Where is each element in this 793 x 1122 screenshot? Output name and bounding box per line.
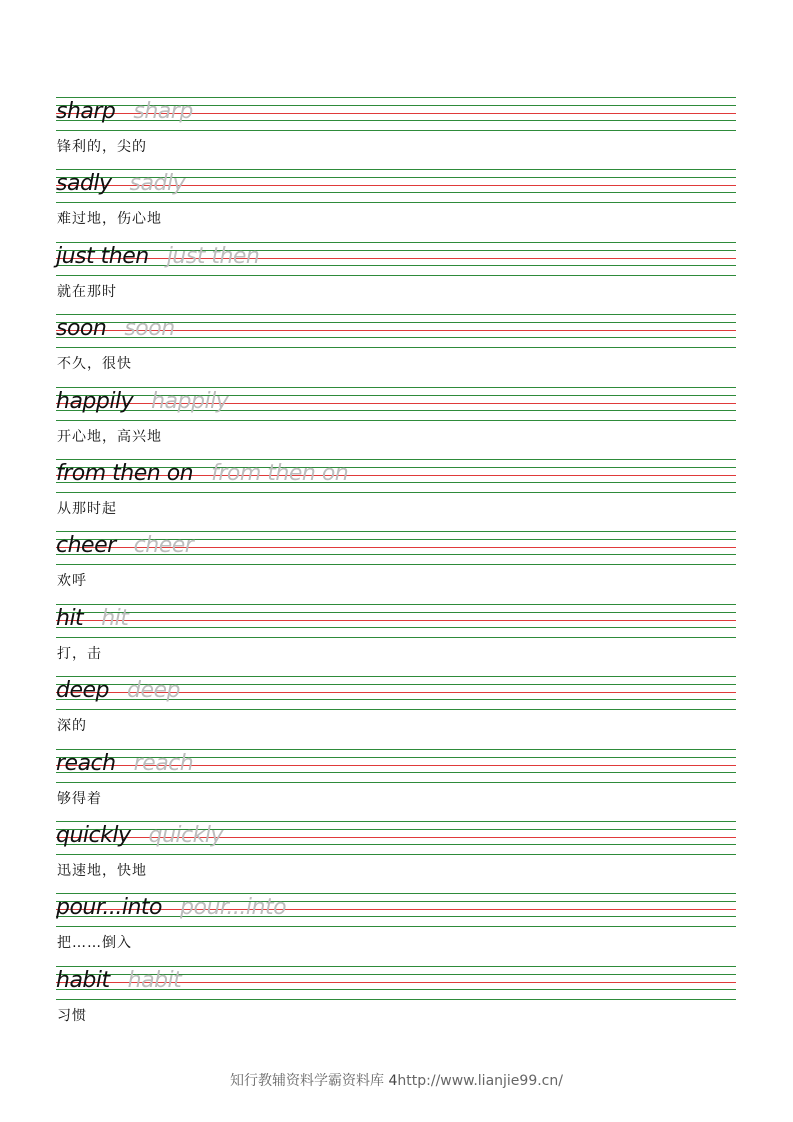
vocab-word: deep [56, 678, 109, 703]
vocab-entry [0, 242, 793, 314]
vocab-word: from then on [56, 461, 194, 486]
word-row [56, 966, 181, 996]
vocab-word: quickly [56, 823, 131, 848]
vocab-entry [0, 821, 793, 893]
vocab-meaning: 开心地，高兴地 [57, 429, 162, 445]
trace-word: reach [133, 751, 194, 776]
vocab-entry [0, 459, 793, 531]
vocab-word: soon [56, 316, 107, 341]
page-footer [0, 1070, 793, 1090]
vocab-word: reach [56, 751, 116, 776]
trace-word: hit [101, 606, 129, 631]
word-row [56, 676, 180, 706]
guide-line [56, 782, 736, 783]
page-number: 4 [388, 1073, 398, 1089]
vocab-entry [0, 387, 793, 459]
trace-word: deep [127, 678, 180, 703]
vocab-entry [0, 749, 793, 821]
vocab-meaning: 深的 [57, 718, 87, 734]
trace-word: pour...into [180, 895, 287, 920]
trace-word: quickly [148, 823, 223, 848]
trace-word: soon [124, 316, 175, 341]
word-row [56, 97, 193, 127]
vocab-entry [0, 531, 793, 603]
guide-line [56, 926, 736, 927]
vocab-meaning: 够得着 [57, 791, 102, 807]
footer-url: http://www.lianjie99.cn/ [397, 1073, 563, 1089]
vocab-word: habit [56, 968, 110, 993]
vocab-meaning: 欢呼 [57, 573, 87, 589]
word-row [56, 314, 175, 344]
guide-line [56, 492, 736, 493]
vocab-entry [0, 169, 793, 241]
word-row [56, 242, 259, 272]
trace-word: happily [151, 389, 229, 414]
guide-line [56, 347, 736, 348]
trace-word: habit [127, 968, 182, 993]
vocab-meaning: 不久，很快 [57, 356, 132, 372]
word-row [56, 604, 128, 634]
vocab-meaning: 难过地，伤心地 [57, 211, 162, 227]
guide-line [56, 637, 736, 638]
guide-line [56, 709, 736, 710]
word-row [56, 749, 193, 779]
vocab-meaning: 从那时起 [57, 501, 117, 517]
vocab-meaning: 就在那时 [57, 284, 117, 300]
baseline-red [56, 620, 736, 621]
word-row [56, 821, 223, 851]
vocab-entry [0, 893, 793, 965]
trace-word: just then [166, 244, 260, 269]
vocab-word: happily [56, 389, 134, 414]
word-row [56, 531, 193, 561]
guide-line [56, 130, 736, 131]
word-row [56, 169, 185, 199]
guide-line [56, 202, 736, 203]
trace-word: sadly [129, 171, 186, 196]
vocab-meaning: 迅速地，快地 [57, 863, 147, 879]
trace-word: sharp [133, 99, 193, 124]
vocab-entry [0, 314, 793, 386]
vocab-word: sadly [56, 171, 112, 196]
guide-line [56, 612, 736, 613]
word-row [56, 387, 228, 417]
vocab-entry [0, 676, 793, 748]
guide-line [56, 275, 736, 276]
vocab-word: just then [56, 244, 149, 269]
vocab-entry [0, 604, 793, 676]
vocab-word: sharp [56, 99, 116, 124]
vocab-word: hit [56, 606, 84, 631]
guide-line [56, 604, 736, 605]
vocab-meaning: 锋利的，尖的 [57, 139, 147, 155]
trace-word: cheer [133, 533, 194, 558]
vocab-meaning: 打，击 [57, 646, 102, 662]
guide-line [56, 564, 736, 565]
vocab-entry [0, 966, 793, 1038]
guide-line [56, 627, 736, 628]
word-row [56, 459, 348, 489]
vocab-meaning: 把……倒入 [57, 935, 132, 951]
vocab-entry [0, 97, 793, 169]
guide-line [56, 854, 736, 855]
guide-line [56, 999, 736, 1000]
footer-site-name: 知行教辅资料学霸资料库 [230, 1073, 389, 1089]
guide-line [56, 420, 736, 421]
vocab-meaning: 习惯 [57, 1008, 87, 1024]
trace-word: from then on [211, 461, 349, 486]
vocab-word: cheer [56, 533, 116, 558]
vocab-word: pour...into [56, 895, 163, 920]
word-row [56, 893, 286, 923]
